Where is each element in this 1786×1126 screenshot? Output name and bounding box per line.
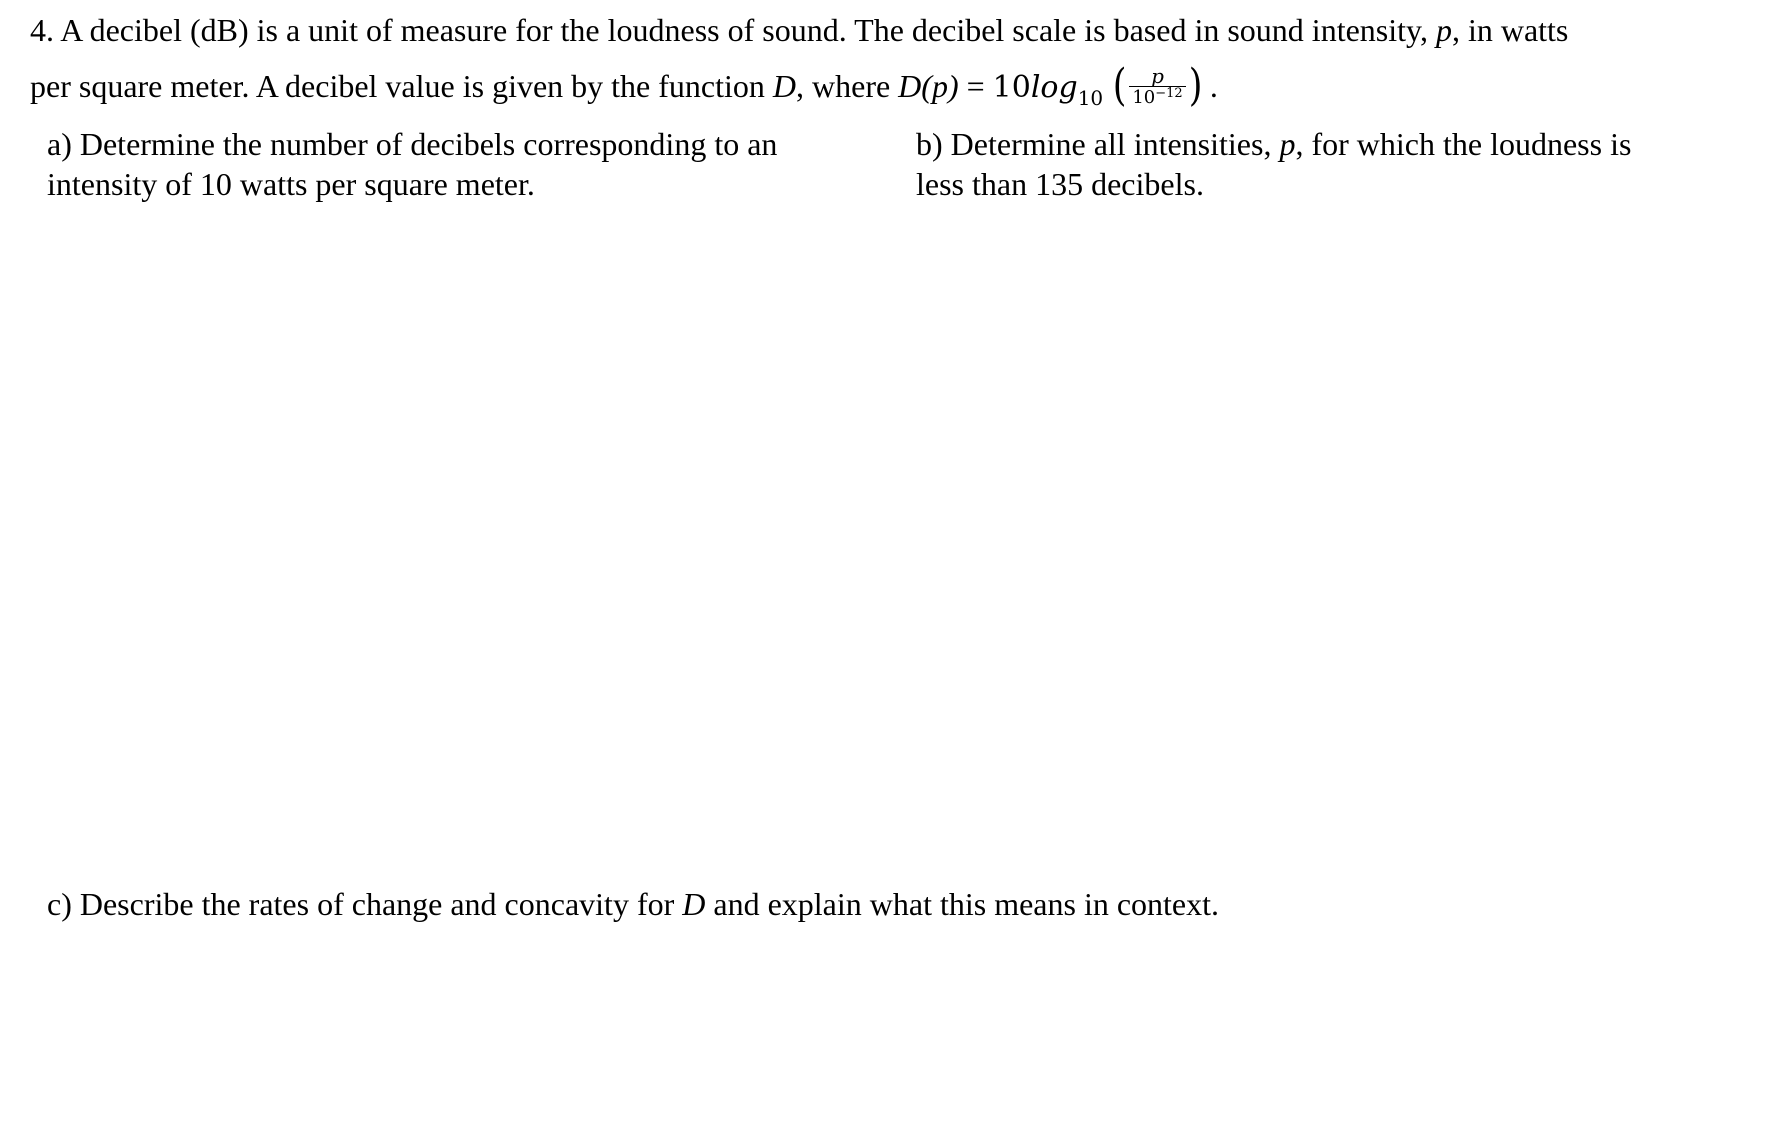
part-c-text: and explain what this means in context. [705,886,1220,922]
part-c [47,884,1219,924]
function-name: D(p) [898,68,959,104]
denominator-exponent: −12 [1155,86,1183,102]
coefficient: 10 [992,70,1031,105]
part-b-text: b) Determine all intensities, [916,126,1280,162]
variable-p: p [1435,12,1452,48]
right-paren: ) [1188,59,1203,111]
problem-statement-line-1 [30,10,1568,50]
problem-text: per square meter. A decibel value is given by the function [30,68,773,104]
part-c-text: c) Describe the rates of change and concavity for [47,886,683,922]
part-b-text: , for which the loudness is [1295,126,1632,162]
variable-p: p [1279,126,1296,162]
denominator-base: 10 [1132,87,1156,109]
equals-sign: = [958,68,993,104]
period: . [1209,68,1218,104]
part-b [916,124,1631,204]
part-a-line-2: intensity of 10 watts per square meter. [47,166,535,202]
problem-statement-line-2 [30,59,1218,111]
part-b-line-1 [916,124,1631,164]
part-a [47,124,777,204]
fraction-numerator: p [1151,64,1164,89]
fraction-denominator [1129,86,1185,109]
part-a-line-1: a) Determine the number of decibels corresponding to an [47,126,778,162]
problem-text: , in watts [1451,12,1569,48]
log-base: 10 [1077,86,1104,110]
problem-text: , where [796,68,899,104]
left-paren: ( [1112,59,1127,111]
log-symbol: log [1030,70,1078,105]
part-b-line-2: less than 135 decibels. [916,166,1204,202]
problem-text: 4. A decibel (dB) is a unit of measure for the loudness of sound. The decibel scale is based in sound intensity, [30,12,1436,48]
variable-D: D [682,886,706,922]
fraction [1129,66,1185,109]
variable-D: D [772,68,796,104]
